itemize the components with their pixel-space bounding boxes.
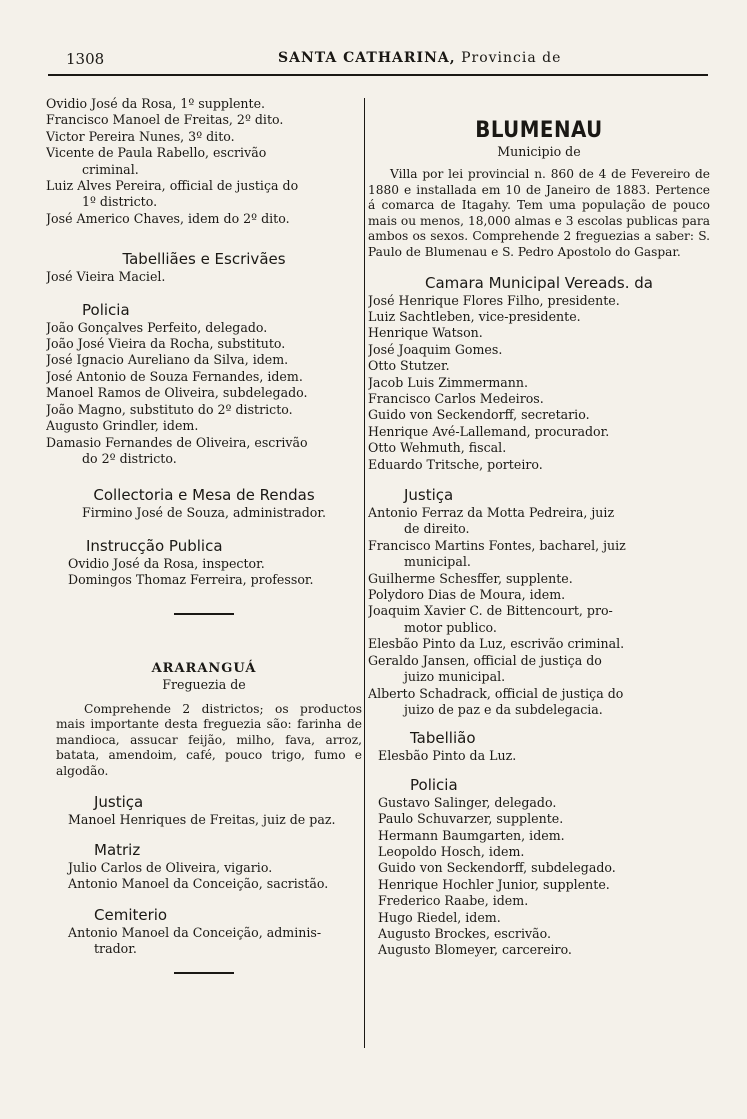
running-title (278, 50, 561, 66)
text-line: Antonio Ferraz da Motta Pedreira, juiz (368, 505, 615, 521)
text-line: Polydoro Dias de Moura, idem. (368, 587, 566, 603)
text-line: Joaquim Xavier C. de Bittencourt, pro- (368, 603, 613, 619)
text-line: Guido von Seckendorff, subdelegado. (378, 860, 616, 876)
running-header (48, 48, 708, 76)
section-heading-cemiterio: Cemiterio (94, 905, 168, 924)
text-line: Antonio Manoel da Conceição, sacristão. (68, 876, 329, 892)
text-line: trador. (94, 941, 137, 957)
column-divider (364, 98, 365, 1048)
text-line: Antonio Manoel da Conceição, adminis- (68, 924, 322, 940)
ararangua-subtitle: Freguezia de (162, 676, 246, 692)
section-heading-justica: Justiça (94, 792, 144, 811)
text-line: Augusto Blomeyer, carcereiro. (378, 942, 572, 958)
text-line: Hermann Baumgarten, idem. (378, 827, 565, 843)
text-line: José Vieira Maciel. (46, 269, 166, 285)
text-line: Frederico Raabe, idem. (378, 893, 529, 909)
section-heading-policia-right: Policia (410, 775, 458, 794)
text-line: José Henrique Flores Filho, presidente. (368, 292, 620, 308)
text-line: Manoel Henriques de Freitas, juiz de paz. (68, 811, 336, 827)
text-line: Manoel Ramos de Oliveira, subdelegado. (46, 385, 308, 401)
text-line: Luiz Alves Pereira, official de justiça do (46, 178, 299, 194)
text-line: 1º districto. (82, 194, 158, 210)
section-heading-collectoria: Collectoria e Mesa de Rendas (93, 486, 315, 505)
text-line: Julio Carlos de Oliveira, vigario. (68, 859, 273, 875)
running-title-rest: Provincia de (461, 50, 562, 66)
section-heading-camara: Camara Municipal Vereads. da (425, 273, 653, 292)
text-line: Paulo Schuvarzer, supplente. (378, 811, 564, 827)
section-heading-tabelliaes: Tabelliães e Escrivães (122, 250, 286, 269)
text-line: Otto Wehmuth, fiscal. (368, 440, 507, 456)
section-rule (174, 613, 234, 615)
text-line: Firmino José de Souza, administrador. (81, 505, 326, 521)
text-line: Francisco Martins Fontes, bacharel, juiz (368, 537, 626, 553)
text-line: Augusto Grindler, idem. (46, 418, 199, 434)
text-line: Jacob Luis Zimmermann. (368, 374, 529, 390)
blumenau-subtitle: Municipio de (497, 144, 581, 159)
text-line: Henrique Avé-Lallemand, procurador. (368, 423, 610, 439)
text-line: criminal. (82, 161, 139, 177)
text-line: Luiz Sachtleben, vice-presidente. (368, 308, 581, 324)
text-line: Gustavo Salinger, delegado. (378, 794, 557, 810)
section-heading-tabelliao: Tabellião (410, 729, 476, 748)
text-line: Eduardo Tritsche, porteiro. (368, 456, 543, 472)
text-line: Geraldo Jansen, official de justiça do (368, 652, 602, 668)
text-line: Guido von Seckendorff, secretario. (368, 407, 590, 423)
section-heading-instruccao: Instrucção Publica (86, 536, 223, 555)
text-line: Francisco Manoel de Freitas, 2º dito. (46, 112, 284, 128)
blumenau-description: Villa por lei provincial n. 860 de 4 de Fevereiro de 1880 e installada em 10 de Janeiro de 1883. Pertence á comarca de Itagahy. Tem uma população de pouco mais ou menos, 18,000 almas e 3 escolas publicas para ambos os sexos. Comprehende 2 freguezias a saber: S. Paulo de Blumenau e S. Pedro Apostolo do Gaspar. (368, 167, 710, 259)
section-heading-policia: Policia (82, 300, 130, 319)
text-line: juizo de paz e da subdelegacia. (404, 701, 603, 717)
text-line: João Magno, substituto do 2º districto. (46, 401, 293, 417)
text-line: Alberto Schadrack, official de justiça do (368, 685, 624, 701)
text-line: Hugo Riedel, idem. (378, 909, 501, 925)
ararangua-description: Comprehende 2 districtos; os productos mais importante desta freguezia são: farinha de mandioca, assucar feijão, milho, fava, arroz, batata, amendoim, café, pouco trigo, fumo e algodão. (56, 701, 362, 778)
text-line: Elesbão Pinto da Luz, escrivão criminal. (368, 636, 625, 652)
text-line: motor publico. (404, 619, 497, 635)
text-line: José Antonio de Souza Fernandes, idem. (46, 368, 303, 384)
text-line: municipal. (404, 554, 471, 570)
text-line: juizo municipal. (404, 669, 506, 685)
page-number: 1308 (66, 50, 105, 68)
section-heading-justica-right: Justiça (404, 486, 454, 505)
text-line: Vicente de Paula Rabello, escrivão (46, 145, 267, 161)
text-line: João José Vieira da Rocha, substituto. (46, 336, 286, 352)
text-line: Domingos Thomaz Ferreira, professor. (68, 572, 314, 588)
text-line: Elesbão Pinto da Luz. (378, 748, 517, 764)
text-line: José Ignacio Aureliano da Silva, idem. (46, 352, 289, 368)
text-line: José Americo Chaves, idem do 2º dito. (46, 210, 290, 226)
section-heading-matriz: Matriz (94, 840, 141, 859)
running-title-bold: SANTA CATHARINA, (278, 50, 456, 66)
text-line: João Gonçalves Perfeito, delegado. (46, 319, 268, 335)
ararangua-title: ARARANGUÁ (151, 660, 257, 676)
text-line: Henrique Watson. (368, 325, 483, 341)
section-rule (174, 972, 234, 974)
text-line: de direito. (404, 521, 470, 537)
text-line: Augusto Brockes, escrivão. (378, 925, 551, 941)
text-line: Francisco Carlos Medeiros. (368, 391, 544, 406)
text-line: José Joaquim Gomes. (368, 341, 503, 357)
text-line: Victor Pereira Nunes, 3º dito. (46, 128, 235, 144)
text-line: Henrique Hochler Junior, supplente. (378, 876, 610, 892)
right-column (368, 96, 710, 959)
text-line: Ovidio José da Rosa, inspector. (68, 555, 265, 571)
text-line: Otto Stutzer. (368, 358, 450, 374)
text-line: Ovidio José da Rosa, 1º supplente. (46, 96, 266, 111)
text-line: do 2º districto. (82, 450, 177, 466)
left-column (46, 96, 362, 974)
text-line: Leopoldo Hosch, idem. (378, 843, 525, 859)
text-line: Guilherme Schesffer, supplente. (368, 570, 573, 586)
blumenau-title: BLUMENAU (475, 118, 603, 143)
text-line: Damasio Fernandes de Oliveira, escrivão (46, 434, 308, 450)
